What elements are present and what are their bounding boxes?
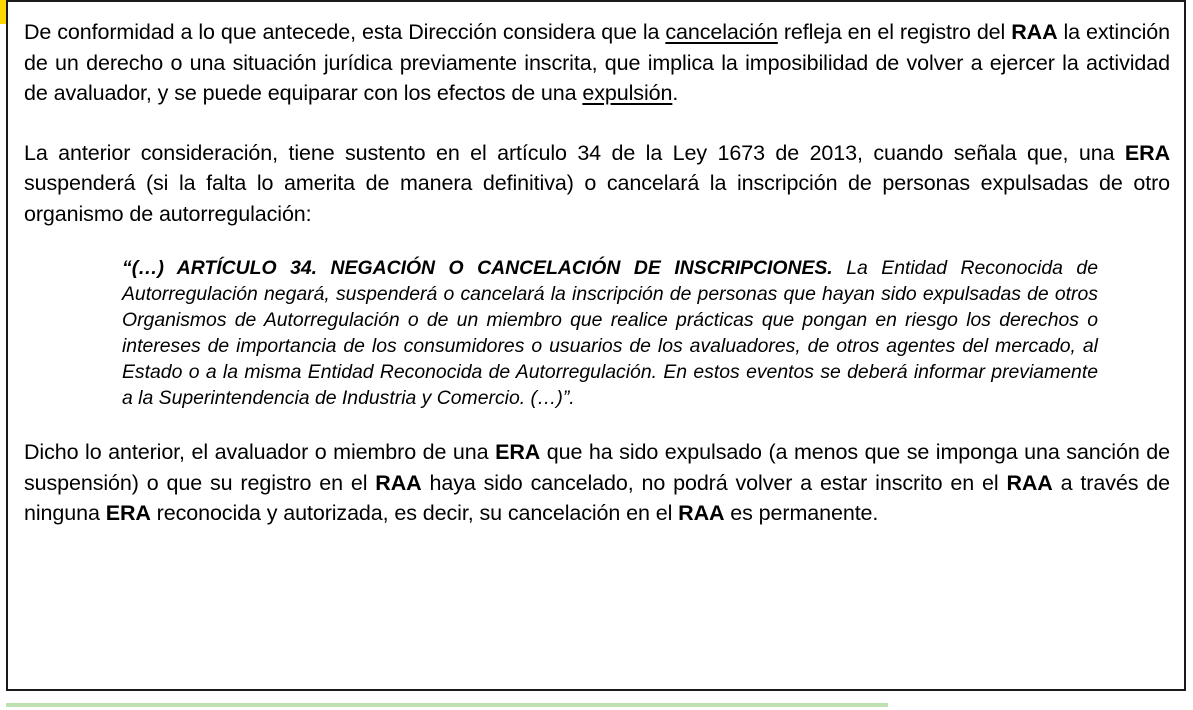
- bottom-progress-strip: [6, 703, 888, 707]
- document-frame: [6, 0, 1186, 691]
- spacer: [24, 109, 1170, 138]
- bold-term-raa: RAA: [678, 501, 725, 525]
- text-run: La anterior consideración, tiene sustento en el artículo 34 de la Ley 1673 de 2013, cuando señala que, una: [24, 140, 1125, 165]
- bold-term-raa: RAA: [1011, 20, 1058, 44]
- underlined-term-expulsion: expulsión: [582, 81, 673, 105]
- bold-term-era: ERA: [1124, 140, 1170, 165]
- text-run: que ha sido expulsado (a menos que se imponga una sanción de suspensión) o que su registro en el: [24, 440, 1170, 495]
- bold-term-era: ERA: [105, 501, 151, 525]
- text-run: haya sido cancelado, no podrá volver a estar inscrito en el: [421, 470, 1007, 495]
- spacer: [24, 411, 1170, 437]
- text-run: es permanente.: [724, 501, 879, 525]
- quoted-article-34: [122, 255, 1098, 411]
- underlined-term-cancelacion: cancelación: [665, 20, 778, 44]
- text-run: De conformidad a lo que antecede, esta Dirección considera que la: [24, 20, 666, 44]
- quote-heading: “(…) ARTÍCULO 34. NEGACIÓN O CANCELACIÓN DE INSCRIPCIONES.: [122, 257, 833, 279]
- bold-term-era: ERA: [495, 440, 541, 464]
- paragraph-conclusion: [24, 437, 1170, 529]
- text-run: reconocida y autorizada, es decir, su cancelación en el: [150, 501, 679, 525]
- quote-body: La Entidad Reconocida de Autorregulación negará, suspenderá o cancelará la inscripción de personas que hayan sido expulsadas de otros Organismos de Autorregulación o de un miembro que realice prácticas que pongan en riesgo los derechos o intereses de importancia de los consumidores o usuarios de los avaluadores, de otros agentes del mercado, al Estado o a la misma Entidad Reconocida de Autorregulación. En estos eventos se deberá informar previamente a la Superintendencia de Industria y Comercio. (…)”.: [122, 257, 1098, 409]
- spacer: [24, 229, 1170, 255]
- paragraph-sustento: [24, 138, 1170, 230]
- paragraph-cancelacion: [24, 17, 1170, 109]
- text-run: Dicho lo anterior, el avaluador o miembro de una: [24, 440, 496, 464]
- text-run: a través de ninguna: [24, 470, 1170, 525]
- text-run: refleja en el registro del: [777, 20, 1012, 44]
- bold-term-raa: RAA: [375, 470, 422, 495]
- text-run: suspenderá (si la falta lo amerita de manera definitiva) o cancelará la inscripción de personas expulsadas de otro organismo de autorregulación:: [24, 171, 1170, 226]
- text-run: la extinción de un derecho o una situación jurídica previamente inscrita, que implica la imposibilidad de volver a ejercer la actividad de avaluador, y se puede equiparar con los efectos de una: [24, 20, 1170, 105]
- bold-term-raa: RAA: [1006, 470, 1053, 495]
- text-run: .: [672, 81, 679, 105]
